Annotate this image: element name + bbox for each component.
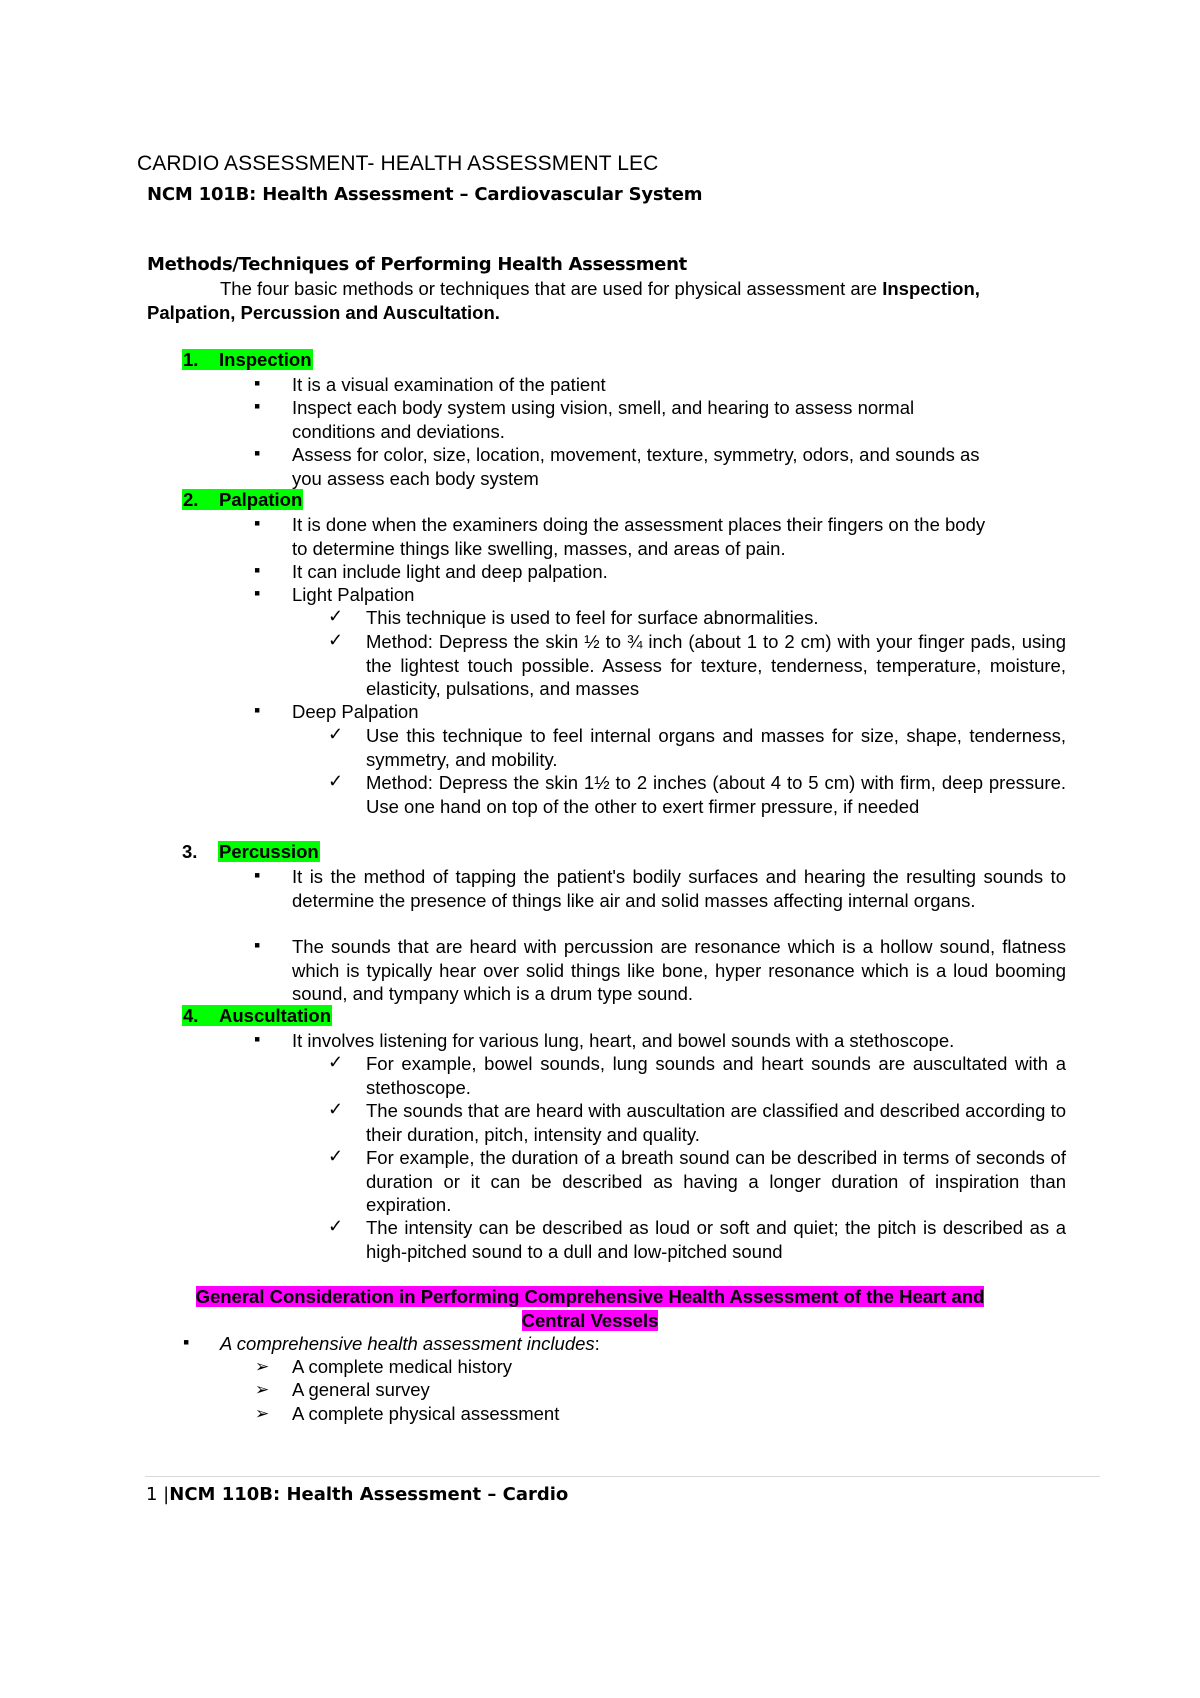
square-bullet-icon: ▪ [254,700,261,720]
checkmark-icon: ✓ [328,1216,344,1236]
list-item: A complete medical history [292,1356,513,1377]
check-item: Method: Depress the skin 1½ to 2 inches (about 4 to 5 cm) with firm, deep pressure. Use one hand on top of the other to exert firmer pressure, if needed [366,772,1066,817]
document-title: CARDIO ASSESSMENT- HEALTH ASSESSMENT LEC [137,152,659,175]
list-item: Assess for color, size, location, movement, texture, symmetry, odors, and sounds as you assess each body system [292,444,980,489]
list-item: The sounds that are heard with percussion are resonance which is a hollow sound, flatness which is typically hear over solid things like bone, hyper resonance which is a loud booming sound, and tympany which is a drum type sound. [292,936,1066,1004]
document-subtitle: NCM 101B: Health Assessment – Cardiovascular System [147,184,703,205]
method-heading-palpation [182,489,303,511]
list-item: It is a visual examination of the patient [292,374,606,395]
square-bullet-icon: ▪ [254,373,261,393]
list-item: It involves listening for various lung, heart, and bowel sounds with a stethoscope. [292,1030,955,1051]
intro-paragraph [147,277,1067,324]
list-item: A complete physical assessment [292,1403,560,1424]
list-item: Inspect each body system using vision, smell, and hearing to assess normal conditions and deviations. [292,397,915,442]
list-item: A general survey [292,1379,430,1400]
method-name: Palpation [219,489,303,510]
arrowhead-icon: ➢ [255,1357,270,1376]
arrowhead-icon: ➢ [255,1404,270,1423]
method-heading-percussion [182,841,320,863]
arrowhead-icon: ➢ [255,1380,270,1399]
intro-bold-1: Inspection, [882,278,980,299]
checkmark-icon: ✓ [328,771,344,791]
list-item: It is done when the examiners doing the assessment places their fingers on the body to determine things like swelling, masses, and areas of pain. [292,514,986,559]
footer-text: NCM 110B: Health Assessment – Cardio [169,1484,569,1505]
method-heading-inspection [182,349,313,371]
check-item: This technique is used to feel for surface abnormalities. [366,607,819,628]
square-bullet-icon: ▪ [254,865,261,885]
square-bullet-icon: ▪ [254,1029,261,1049]
list-item: Light Palpation [292,584,415,605]
check-item: For example, bowel sounds, lung sounds and heart sounds are auscultated with a stethoscope. [366,1053,1066,1098]
check-item: Use this technique to feel internal organs and masses for size, shape, tenderness, symmetry, and mobility. [366,725,1066,770]
square-bullet-icon: ▪ [254,396,261,416]
square-bullet-icon: ▪ [254,513,261,533]
square-bullet-icon: ▪ [183,1332,190,1352]
checkmark-icon: ✓ [328,724,344,744]
method-number: 3. [182,841,198,862]
square-bullet-icon: ▪ [254,443,261,463]
general-consideration-heading: General Consideration in Performing Comprehensive Health Assessment of the Heart and Central Vessels [195,1286,985,1331]
check-item: The intensity can be described as loud or soft and quiet; the pitch is described as a high-pitched sound to a dull and low-pitched sound [366,1217,1066,1262]
square-bullet-icon: ▪ [254,560,261,580]
list-item: It can include light and deep palpation. [292,561,608,582]
check-item: The sounds that are heard with auscultation are classified and described according to their duration, pitch, intensity and quality. [366,1100,1066,1145]
method-number: 2. [183,489,199,510]
methods-heading: Methods/Techniques of Performing Health Assessment [147,254,687,275]
list-item: Deep Palpation [292,701,419,722]
list-item: It is the method of tapping the patient's bodily surfaces and hearing the resulting sounds to determine the presence of things like air and solid masses affecting internal organs. [292,866,1066,911]
method-name: Percussion [219,841,319,862]
checkmark-icon: ✓ [328,1146,344,1166]
check-item: For example, the duration of a breath sound can be described in terms of seconds of duration or it can be described as having a longer duration of inspiration than expiration. [366,1147,1066,1215]
checkmark-icon: ✓ [328,1099,344,1119]
page-number: 1 [146,1484,158,1505]
intro-text: The four basic methods or techniques that are used for physical assessment are [220,278,883,299]
method-number: 1. [183,349,199,370]
method-name: Auscultation [219,1005,332,1026]
list-item: A comprehensive health assessment includes: [220,1333,600,1354]
checkmark-icon: ✓ [328,1052,344,1072]
intro-bold-2: Palpation, Percussion and Auscultation. [147,301,500,323]
checkmark-icon: ✓ [328,606,344,626]
page-footer: 1 |NCM 110B: Health Assessment – Cardio [146,1484,569,1505]
method-name: Inspection [219,349,312,370]
square-bullet-icon: ▪ [254,583,261,603]
checkmark-icon: ✓ [328,630,344,650]
method-heading-auscultation [182,1005,332,1027]
footer-divider [145,1476,1100,1477]
square-bullet-icon: ▪ [254,935,261,955]
check-item: Method: Depress the skin ½ to ¾ inch (about 1 to 2 cm) with your finger pads, using the lightest touch possible. Assess for texture, tenderness, temperature, moisture, elasticity, pulsations, and masses [366,631,1066,699]
method-number: 4. [183,1005,199,1026]
